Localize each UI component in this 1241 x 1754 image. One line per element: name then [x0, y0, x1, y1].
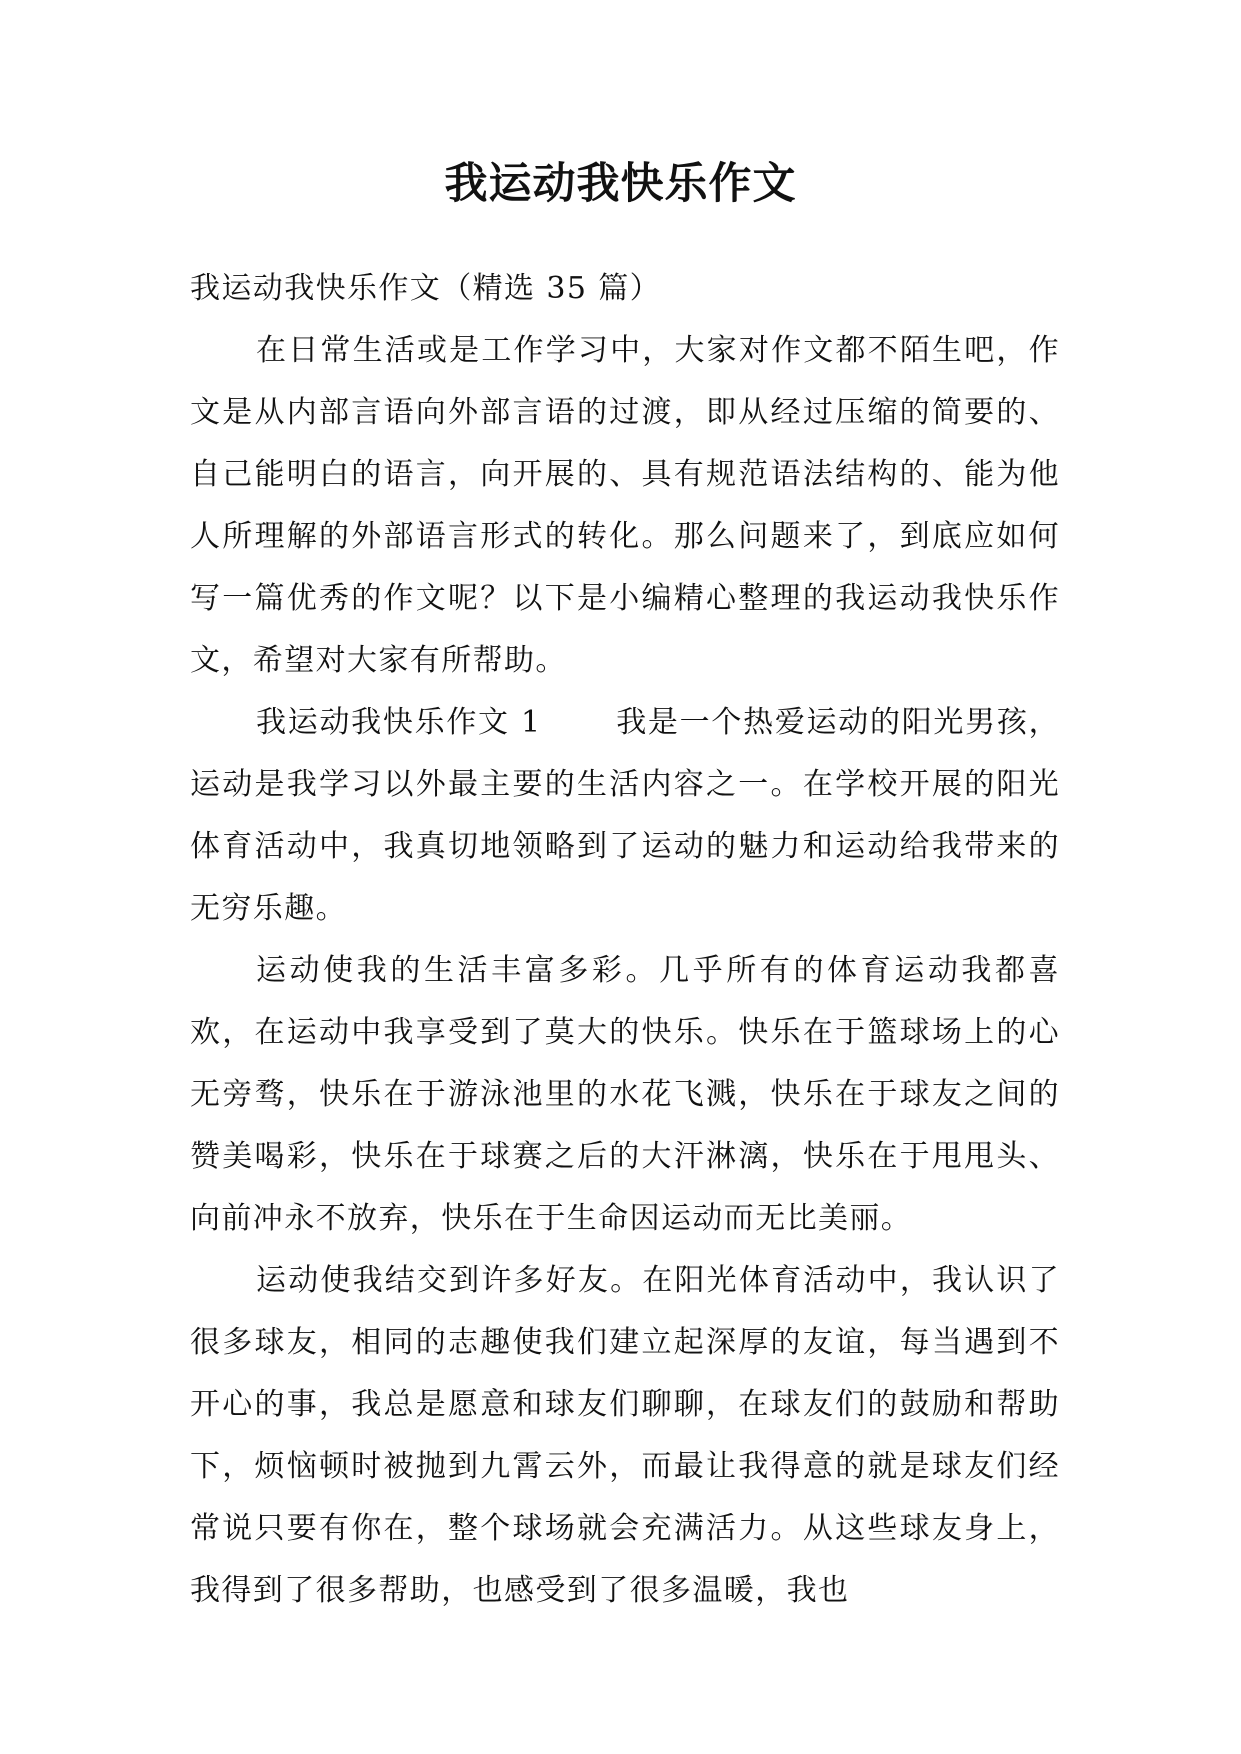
page-title: 我运动我快乐作文 [444, 159, 797, 209]
paragraph-essay-1-opening: 我运动我快乐作文 1 我是一个热爱运动的阳光男孩，运动是我学习以外最主要的生活内容之一。在学校开展的阳光体育活动中，我真切地领略到了运动的魅力和运动给我带来的无穷乐趣。 [190, 705, 1060, 926]
paragraph-making-friends: 运动使我结交到许多好友。在阳光体育活动中，我认识了很多球友，相同的志趣使我们建立起深厚的友谊，每当遇到不开心的事，我总是愿意和球友们聊聊，在球友们的鼓励和帮助下，烦恼顿时被抛到九霄云外，而最让我得意的就是球友们经常说只要有你在，整个球场就会充满活力。从这些球友身上，我得到了很多帮助，也感受到了很多温暖，我也 [190, 1263, 1060, 1608]
document-body [190, 258, 1060, 1622]
paragraph-intro: 在日常生活或是工作学习中，大家对作文都不陌生吧，作文是从内部言语向外部言语的过渡，即从经过压缩的简要的、自己能明白的语言，向开展的、具有规范语法结构的、能为他人所理解的外部语言形式的转化。那么问题来了，到底应如何写一篇优秀的作文呢？以下是小编精心整理的我运动我快乐作文，希望对大家有所帮助。 [190, 333, 1060, 678]
document-subtitle: 我运动我快乐作文（精选 35 篇） [190, 271, 662, 306]
paragraph-colorful-life: 运动使我的生活丰富多彩。几乎所有的体育运动我都喜欢，在运动中我享受到了莫大的快乐。快乐在于篮球场上的心无旁骛，快乐在于游泳池里的水花飞溅，快乐在于球友之间的赞美喝彩，快乐在于球赛之后的大汗淋漓，快乐在于甩甩头、向前冲永不放弃，快乐在于生命因运动而无比美丽。 [190, 953, 1060, 1236]
